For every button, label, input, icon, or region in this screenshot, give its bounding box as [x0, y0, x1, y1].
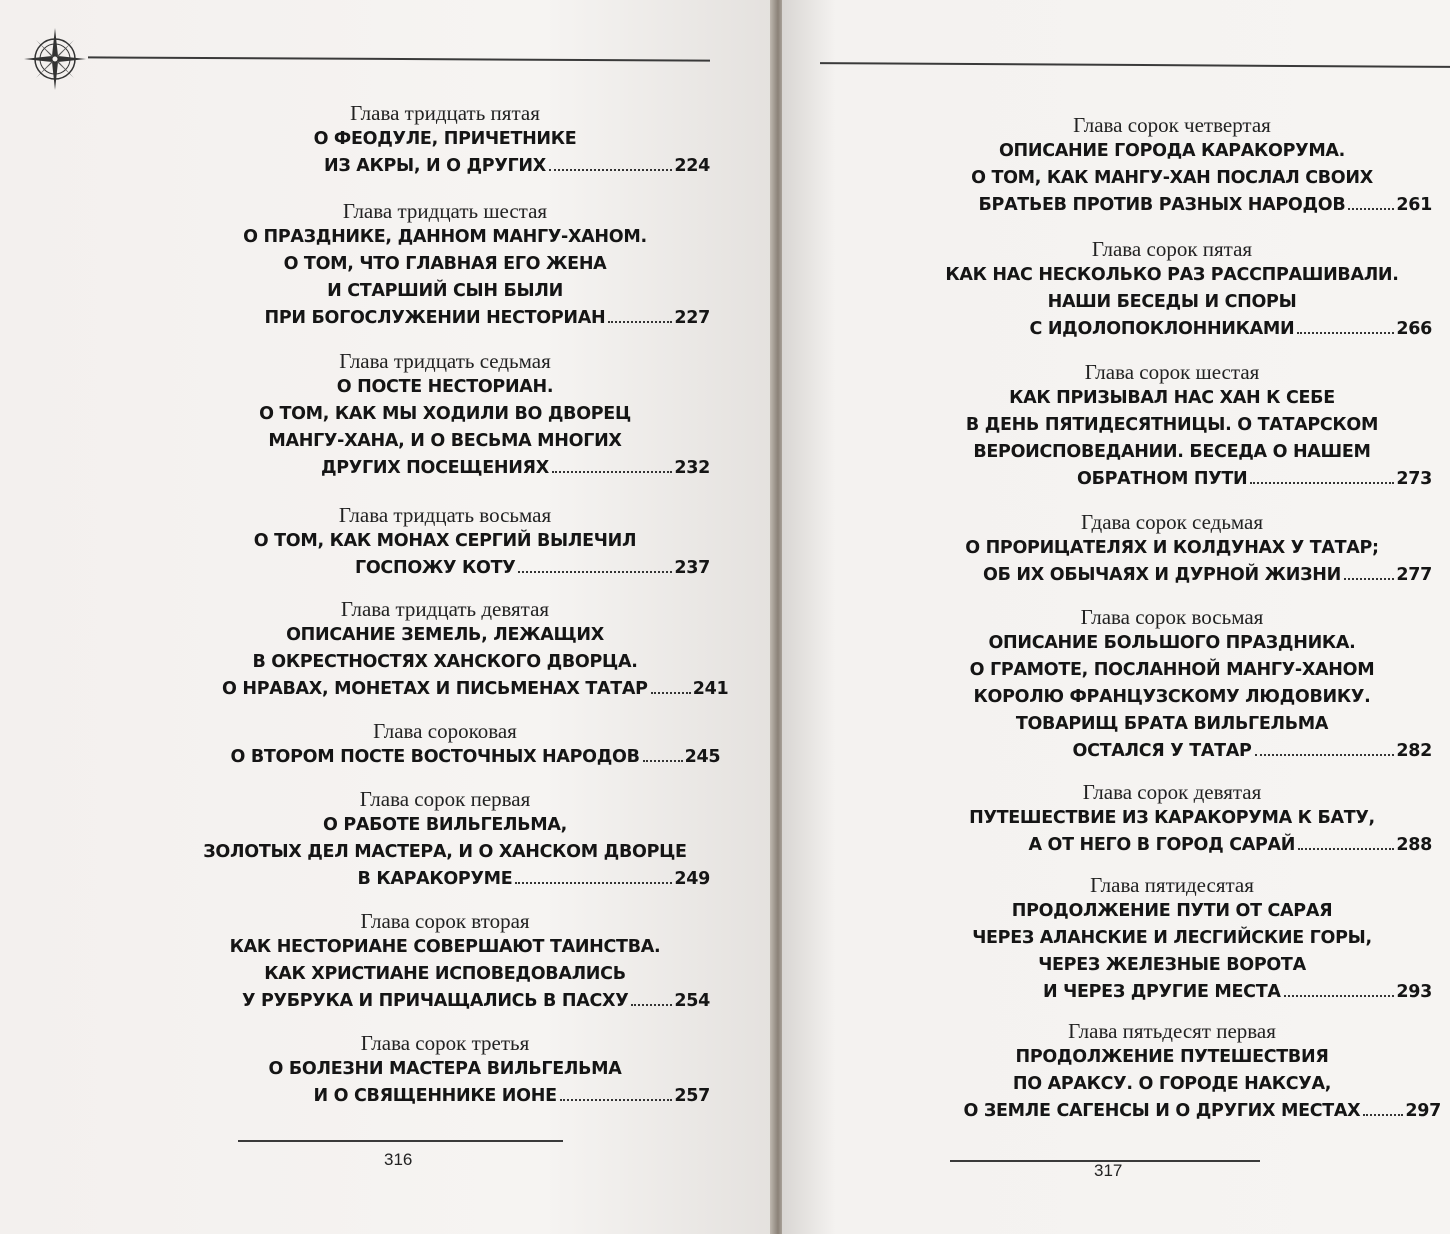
- dot-leader: [608, 321, 672, 323]
- chapter-heading: Глава сорок четвертая: [1073, 113, 1271, 137]
- chapter-title-line: В ОКРЕСТНОСТЯХ ХАНСКОГО ДВОРЦА.: [252, 652, 638, 672]
- chapter-title-text: БРАТЬЕВ ПРОТИВ РАЗНЫХ НАРОДОВ: [978, 195, 1346, 215]
- toc-entry[interactable]: [912, 779, 1432, 859]
- chapter-title-line: ОПИСАНИЕ ЗЕМЕЛЬ, ЛЕЖАЩИХ: [286, 625, 604, 645]
- toc-entry[interactable]: [912, 359, 1432, 493]
- dot-leader: [1363, 1114, 1403, 1116]
- page-reference[interactable]: 282: [1396, 741, 1432, 761]
- dot-leader: [518, 571, 672, 573]
- chapter-heading: Глава сорок вторая: [360, 909, 530, 933]
- chapter-title-line: ВЕРОИСПОВЕДАНИИ. БЕСЕДА О НАШЕМ: [973, 442, 1371, 462]
- chapter-title-line: КОРОЛЮ ФРАНЦУЗСКОМУ ЛЮДОВИКУ.: [973, 687, 1371, 707]
- chapter-title-line: КАК ХРИСТИАНЕ ИСПОВЕДОВАЛИСЬ: [264, 964, 626, 984]
- chapter-title-last-line: [180, 866, 710, 893]
- chapter-title-text: И О СВЯЩЕННИКЕ ИОНЕ: [313, 1086, 557, 1106]
- dot-leader: [1250, 482, 1394, 484]
- toc-entry[interactable]: [180, 718, 721, 771]
- toc-entry[interactable]: [912, 604, 1432, 765]
- chapter-title-line: О ТОМ, КАК МОНАХ СЕРГИЙ ВЫЛЕЧИЛ: [253, 531, 637, 551]
- header-rule: [88, 56, 710, 61]
- chapter-title-last-line: [912, 192, 1432, 219]
- chapter-title-text: А ОТ НЕГО В ГОРОД САРАЙ: [1028, 835, 1296, 855]
- chapter-title-line: ОПИСАНИЕ ГОРОДА КАРАКОРУМА.: [998, 141, 1346, 161]
- chapter-heading: Глава тридцать седьмая: [339, 349, 551, 373]
- page-reference[interactable]: 254: [674, 991, 710, 1011]
- chapter-title-line: О ПРАЗДНИКЕ, ДАННОМ МАНГУ-ХАНОМ.: [243, 227, 647, 247]
- toc-entry[interactable]: [180, 100, 710, 180]
- page-reference[interactable]: 266: [1396, 319, 1432, 339]
- page-reference[interactable]: 261: [1396, 195, 1432, 215]
- toc-entry[interactable]: [180, 908, 710, 1015]
- dot-leader: [1298, 848, 1394, 850]
- chapter-heading: Глава сорок восьмая: [1080, 605, 1264, 629]
- page-reference[interactable]: 273: [1396, 469, 1432, 489]
- chapter-title-line: КАК ПРИЗЫВАЛ НАС ХАН К СЕБЕ: [1009, 388, 1335, 408]
- chapter-title-line: В ДЕНЬ ПЯТИДЕСЯТНИЦЫ. О ТАТАРСКОМ: [965, 415, 1379, 435]
- chapter-title-last-line: [912, 738, 1432, 765]
- chapter-title-line: ТОВАРИЩ БРАТА ВИЛЬГЕЛЬМА: [1015, 714, 1329, 734]
- chapter-title-line: КАК НЕСТОРИАНЕ СОВЕРШАЮТ ТАИНСТВА.: [229, 937, 661, 957]
- chapter-title-line: О ТОМ, КАК МАНГУ-ХАН ПОСЛАЛ СВОИХ: [971, 168, 1373, 188]
- chapter-heading: Глава пятьдесят первая: [1068, 1019, 1276, 1043]
- chapter-title-text: В КАРАКОРУМЕ: [357, 869, 513, 889]
- chapter-title-line: ПРОДОЛЖЕНИЕ ПУТИ ОТ САРАЯ: [1011, 901, 1333, 921]
- dot-leader: [1344, 578, 1394, 580]
- chapter-title-line: ЧЕРЕЗ АЛАНСКИЕ И ЛЕСГИЙСКИЕ ГОРЫ,: [972, 928, 1372, 948]
- chapter-title-line: О ПОСТЕ НЕСТОРИАН.: [336, 377, 554, 397]
- chapter-title-line: НАШИ БЕСЕДЫ И СПОРЫ: [1047, 292, 1297, 312]
- chapter-title-text: ПРИ БОГОСЛУЖЕНИИ НЕСТОРИАН: [264, 308, 606, 328]
- chapter-title-line: О ФЕОДУЛЕ, ПРИЧЕТНИКЕ: [313, 129, 577, 149]
- chapter-title-last-line: [180, 988, 710, 1015]
- dot-leader: [549, 169, 672, 171]
- toc-entry[interactable]: [912, 1018, 1441, 1125]
- chapter-title-last-line: [180, 1083, 710, 1110]
- page-reference[interactable]: 227: [674, 308, 710, 328]
- dot-leader: [552, 471, 672, 473]
- chapter-title-line: О РАБОТЕ ВИЛЬГЕЛЬМА,: [323, 815, 567, 835]
- chapter-heading: Глава тридцать пятая: [350, 101, 540, 125]
- chapter-title-line: О ТОМ, КАК МЫ ХОДИЛИ ВО ДВОРЕЦ: [259, 404, 631, 424]
- page-reference[interactable]: 237: [674, 558, 710, 578]
- page-reference[interactable]: 241: [692, 679, 729, 699]
- compass-rose-icon: [22, 26, 88, 92]
- toc-entry[interactable]: [180, 502, 710, 582]
- chapter-heading: Глава тридцать шестая: [342, 199, 548, 223]
- chapter-title-line: ЗОЛОТЫХ ДЕЛ МАСТЕРА, И О ХАНСКОМ ДВОРЦЕ: [203, 842, 687, 862]
- chapter-title-last-line: [180, 555, 710, 582]
- chapter-heading: Глава сорок девятая: [1082, 780, 1262, 804]
- toc-entry[interactable]: [180, 198, 710, 332]
- page-number: 317: [1094, 1161, 1123, 1180]
- chapter-title-text: ДРУГИХ ПОСЕЩЕНИЯХ: [321, 458, 549, 478]
- chapter-title-line: ПРОДОЛЖЕНИЕ ПУТЕШЕСТВИЯ: [1015, 1047, 1329, 1067]
- chapter-heading: Глава пятидесятая: [1090, 873, 1254, 897]
- chapter-heading: Глава тридцать девятая: [340, 597, 550, 621]
- chapter-title-text: ИЗ АКРЫ, И О ДРУГИХ: [324, 156, 546, 176]
- chapter-title-last-line: [912, 1098, 1441, 1125]
- chapter-title-line: ПУТЕШЕСТВИЕ ИЗ КАРАКОРУМА К БАТУ,: [969, 808, 1375, 828]
- chapter-title-text: С ИДОЛОПОКЛОННИКАМИ: [1029, 319, 1295, 339]
- dot-leader: [1348, 208, 1394, 210]
- page-reference[interactable]: 277: [1396, 565, 1432, 585]
- page-number: 316: [384, 1150, 413, 1169]
- chapter-title-text: О ЗЕМЛЕ САГЕНСЫ И О ДРУГИХ МЕСТАХ: [963, 1101, 1361, 1121]
- chapter-title-text: О ВТОРОМ ПОСТЕ ВОСТОЧНЫХ НАРОДОВ: [230, 747, 640, 767]
- chapter-title-text: ОБРАТНОМ ПУТИ: [1077, 469, 1248, 489]
- toc-entry[interactable]: [180, 348, 710, 482]
- dot-leader: [1255, 754, 1395, 756]
- page-reference[interactable]: 224: [674, 156, 710, 176]
- chapter-title-line: ЧЕРЕЗ ЖЕЛЕЗНЫЕ ВОРОТА: [1038, 955, 1306, 975]
- chapter-title-last-line: [912, 316, 1432, 343]
- chapter-title-line: О БОЛЕЗНИ МАСТЕРА ВИЛЬГЕЛЬМА: [268, 1059, 622, 1079]
- chapter-heading: Глава тридцать восьмая: [338, 503, 552, 527]
- toc-entry[interactable]: [180, 596, 729, 703]
- chapter-title-line: МАНГУ-ХАНА, И О ВЕСЬМА МНОГИХ: [268, 431, 622, 451]
- chapter-title-last-line: [912, 832, 1432, 859]
- chapter-heading: Глава сорок первая: [359, 787, 531, 811]
- dot-leader: [631, 1004, 672, 1006]
- chapter-title-line: ОПИСАНИЕ БОЛЬШОГО ПРАЗДНИКА.: [988, 633, 1356, 653]
- chapter-title-line: ПО АРАКСУ. О ГОРОДЕ НАКСУА,: [1012, 1074, 1332, 1094]
- chapter-title-text: У РУБРУКА И ПРИЧАЩАЛИСЬ В ПАСХУ: [242, 991, 629, 1011]
- page-reference[interactable]: 257: [674, 1086, 710, 1106]
- header-rule: [820, 62, 1450, 68]
- toc-entry[interactable]: [912, 509, 1432, 589]
- dot-leader: [643, 760, 683, 762]
- chapter-heading: Глава сороковая: [373, 719, 517, 743]
- toc-entry[interactable]: [912, 112, 1432, 219]
- chapter-title-line: О ПРОРИЦАТЕЛЯХ И КОЛДУНАХ У ТАТАР;: [965, 538, 1379, 558]
- dot-leader: [1297, 332, 1394, 334]
- chapter-title-last-line: [180, 153, 710, 180]
- chapter-title-text: ОСТАЛСЯ У ТАТАР: [1072, 741, 1252, 761]
- toc-entry[interactable]: [180, 1030, 710, 1110]
- page-reference[interactable]: 288: [1396, 835, 1432, 855]
- chapter-title-line: О ТОМ, ЧТО ГЛАВНАЯ ЕГО ЖЕНА: [283, 254, 607, 274]
- chapter-title-last-line: [912, 562, 1432, 589]
- chapter-title-last-line: [912, 979, 1432, 1006]
- chapter-title-text: И ЧЕРЕЗ ДРУГИЕ МЕСТА: [1043, 982, 1281, 1002]
- chapter-title-text: ОБ ИХ ОБЫЧАЯХ И ДУРНОЙ ЖИЗНИ: [983, 565, 1341, 585]
- chapter-title-last-line: [180, 305, 710, 332]
- chapter-title-last-line: [912, 466, 1432, 493]
- page-reference[interactable]: 297: [1405, 1101, 1441, 1121]
- page-reference[interactable]: 249: [674, 869, 710, 889]
- page-reference[interactable]: 293: [1396, 982, 1432, 1002]
- chapter-heading: Глава сорок шестая: [1084, 360, 1260, 384]
- toc-entry[interactable]: [912, 236, 1432, 343]
- chapter-title-line: И СТАРШИЙ СЫН БЫЛИ: [327, 281, 563, 301]
- chapter-heading: Гдава сорок седьмая: [1080, 510, 1264, 534]
- chapter-heading: Глава сорок третья: [360, 1031, 530, 1055]
- chapter-title-last-line: [180, 744, 721, 771]
- chapter-title-last-line: [180, 455, 710, 482]
- chapter-title-last-line: [180, 676, 729, 703]
- chapter-title-line: О ГРАМОТЕ, ПОСЛАННОЙ МАНГУ-ХАНОМ: [969, 660, 1375, 680]
- footer-rule: [238, 1140, 563, 1142]
- dot-leader: [651, 692, 691, 694]
- chapter-heading: Глава сорок пятая: [1091, 237, 1253, 261]
- chapter-title-line: КАК НАС НЕСКОЛЬКО РАЗ РАССПРАШИВАЛИ.: [945, 265, 1399, 285]
- toc-entry[interactable]: [912, 872, 1432, 1006]
- dot-leader: [1284, 995, 1395, 997]
- page-reference[interactable]: 232: [674, 458, 710, 478]
- toc-entry[interactable]: [180, 786, 710, 893]
- chapter-title-text: О НРАВАХ, МОНЕТАХ И ПИСЬМЕНАХ ТАТАР: [222, 679, 648, 699]
- dot-leader: [515, 882, 672, 884]
- chapter-title-text: ГОСПОЖУ КОТУ: [355, 558, 516, 578]
- page-reference[interactable]: 245: [684, 747, 721, 767]
- dot-leader: [560, 1099, 673, 1101]
- right-page: [782, 0, 1450, 1234]
